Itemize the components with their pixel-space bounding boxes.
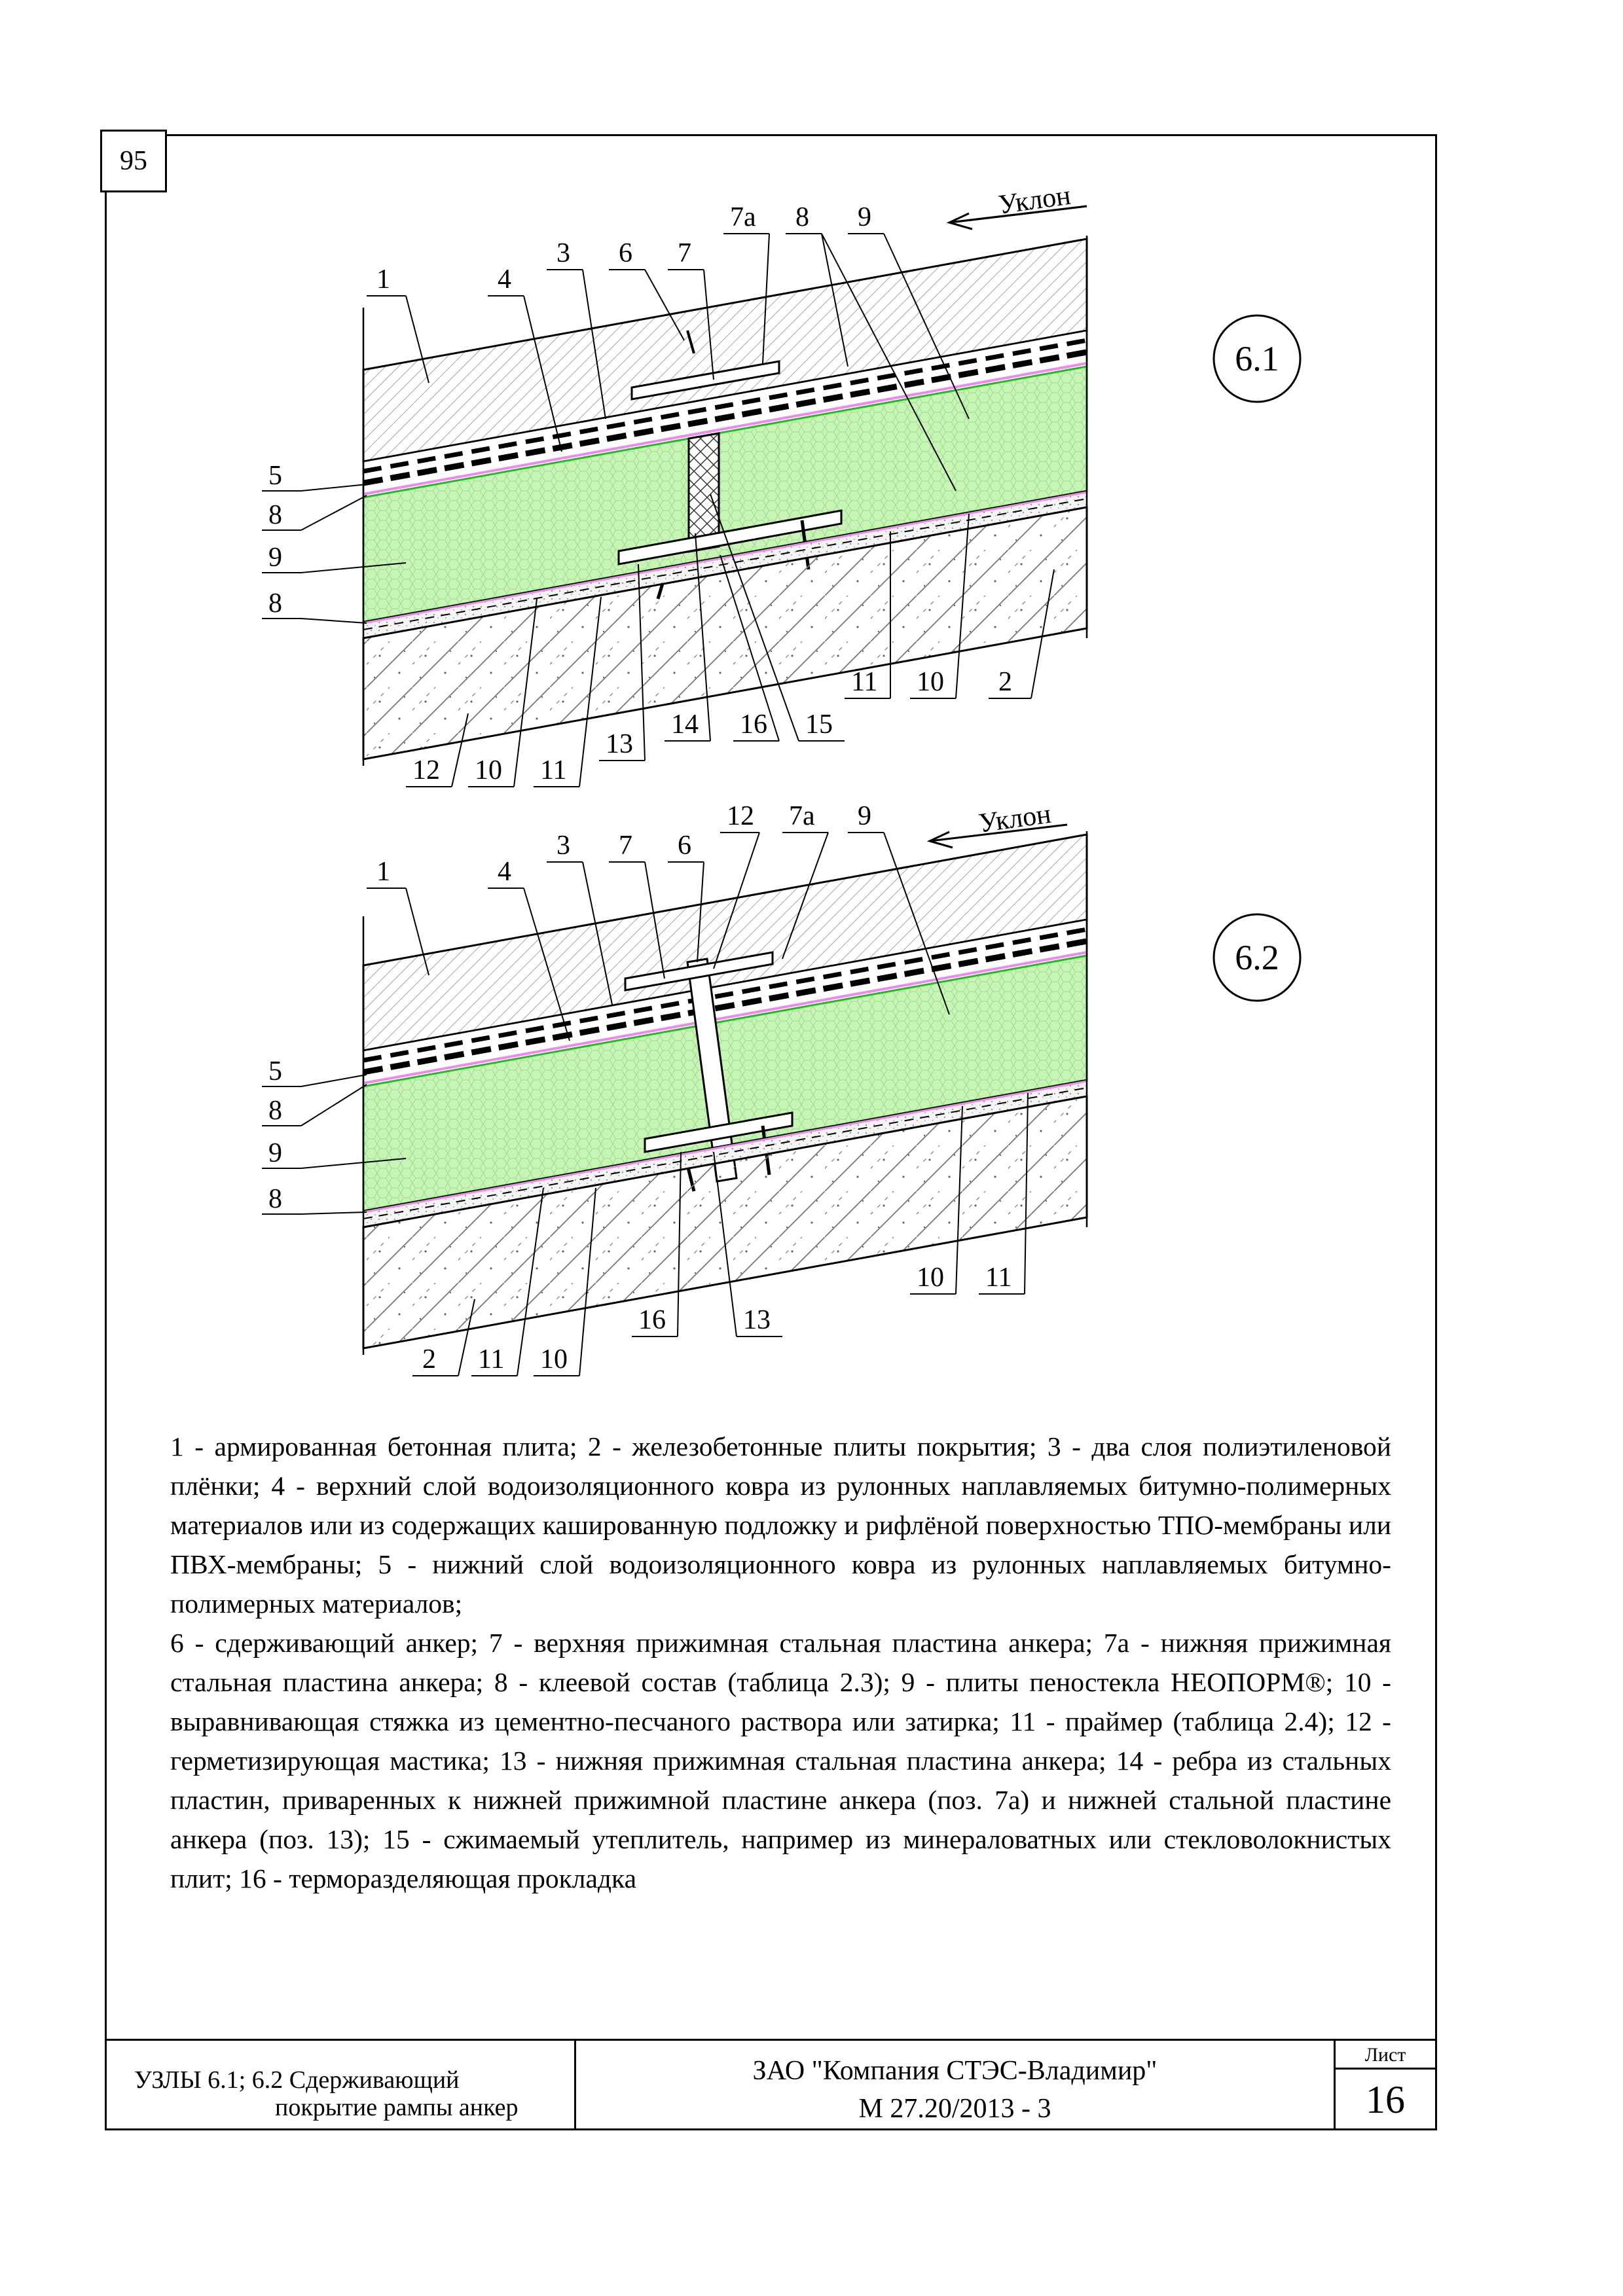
callout-6: 6	[619, 238, 632, 268]
title-block-title	[105, 2041, 576, 2130]
detail-mark-6-1-text: 6.1	[1235, 339, 1279, 378]
callout-11-b: 11	[478, 1344, 505, 1374]
callout-1-b: 1	[376, 857, 390, 887]
callout-4: 4	[498, 264, 511, 295]
callout-9-b: 9	[858, 801, 871, 831]
legend-paragraph-1: 1 - армированная бетонная плита; 2 - железобетонные плиты покрытия; 3 - два слоя полиэтиленовой плёнки; 4 - верхний слой водоизоляционного ковра из рулонных наплавляемых битумно-полимерных материалов или из содержащих кашированную подложку и рифлёной поверхностью ТПО-мембраны или ПВХ-мембраны; 5 - нижний слой водоизоляционного ковра из рулонных наплавляемых битумно-полимерных материалов;	[170, 1431, 1391, 1619]
callout-3-b: 3	[556, 831, 570, 861]
legend-paragraph-2: 6 - сдерживающий анкер; 7 - верхняя прижимная стальная пластина анкера; 7а - нижняя прижимная стальная пластина анкера; 8 - клеевой состав (таблица 2.3); 9 - плиты пеностекла НЕОПОРМ®; 10 - выравнивающая стяжка из цементно-песчаного раствора или затирка; 11 - праймер (таблица 2.4); 12 - герметизирующая мастика; 13 - нижняя прижимная стальная пластина анкера; 14 - ребра из стальных пластин, приваренных к нижней прижимной пластине анкера (поз. 7а) и нижней стальной пластине анкера (поз. 13); 15 - сжимаемый утеплитель, например из минераловатных или стекловолокнистых плит; 16 - терморазделяющая прокладка	[170, 1628, 1391, 1893]
callout-16: 16	[740, 709, 767, 740]
sheet-number: 16	[1366, 2078, 1405, 2121]
callout-11b: 11	[851, 667, 878, 697]
title-line-1: УЗЛЫ 6.1; 6.2 Сдерживающий	[134, 2066, 460, 2094]
title-block-company	[576, 2041, 1336, 2130]
detail-mark-6-1	[1214, 315, 1300, 402]
callout-8-top: 8	[795, 202, 809, 232]
slope-label-6-2: Уклон	[977, 798, 1053, 839]
slope-arrow-6-2	[930, 799, 1067, 848]
callout-2-b: 2	[422, 1344, 436, 1374]
company-name: ЗАО "Компания СТЭС-Владимир"	[752, 2056, 1158, 2086]
callout-8a-b: 8	[268, 1096, 282, 1126]
callout-4-b: 4	[498, 857, 511, 887]
detail-6-2	[262, 799, 1300, 1376]
callout-7a: 7а	[730, 202, 756, 232]
callout-11-c: 11	[985, 1263, 1012, 1293]
callout-9-left-b: 9	[268, 1138, 282, 1168]
callout-8b-b: 8	[268, 1184, 282, 1214]
callout-5: 5	[268, 461, 282, 491]
title-block-sheet	[1336, 2041, 1435, 2130]
slope-arrow-6-1	[949, 181, 1087, 229]
callout-9: 9	[268, 543, 282, 573]
detail-6-1	[262, 181, 1300, 787]
callout-16-b: 16	[638, 1305, 666, 1335]
callout-3: 3	[556, 238, 570, 268]
callout-15: 15	[805, 709, 833, 740]
detail-mark-6-2-text: 6.2	[1235, 938, 1279, 977]
sheet-label: Лист	[1336, 2041, 1435, 2070]
callout-9-top: 9	[858, 202, 871, 232]
callout-10-b: 10	[540, 1344, 568, 1374]
callout-10: 10	[475, 755, 502, 785]
page-corner-number-text: 95	[120, 146, 147, 176]
callout-13-b: 13	[743, 1305, 771, 1335]
callout-14: 14	[671, 709, 699, 740]
callout-11: 11	[540, 755, 567, 785]
legend-text	[170, 1427, 1391, 1898]
callout-10b: 10	[917, 667, 944, 697]
callout-7: 7	[678, 238, 691, 268]
callout-7a-b: 7а	[789, 801, 815, 831]
callout-6-b: 6	[678, 831, 691, 861]
callout-12: 12	[412, 755, 440, 785]
callout-2: 2	[998, 667, 1012, 697]
callout-8b: 8	[268, 588, 282, 619]
callout-12-b: 12	[727, 801, 754, 831]
callout-10-c: 10	[917, 1263, 944, 1293]
detail-mark-6-2	[1214, 914, 1300, 1001]
callout-13: 13	[606, 729, 633, 759]
slope-label-6-1: Уклон	[996, 180, 1073, 221]
title-line-2: покрытие рампы анкер	[275, 2094, 519, 2121]
document-code: М 27.20/2013 - 3	[858, 2094, 1051, 2124]
callout-1: 1	[376, 264, 390, 295]
callout-7-b: 7	[619, 831, 632, 861]
callout-8a: 8	[268, 500, 282, 530]
title-block	[105, 2039, 1437, 2130]
callout-5-b: 5	[268, 1056, 282, 1086]
